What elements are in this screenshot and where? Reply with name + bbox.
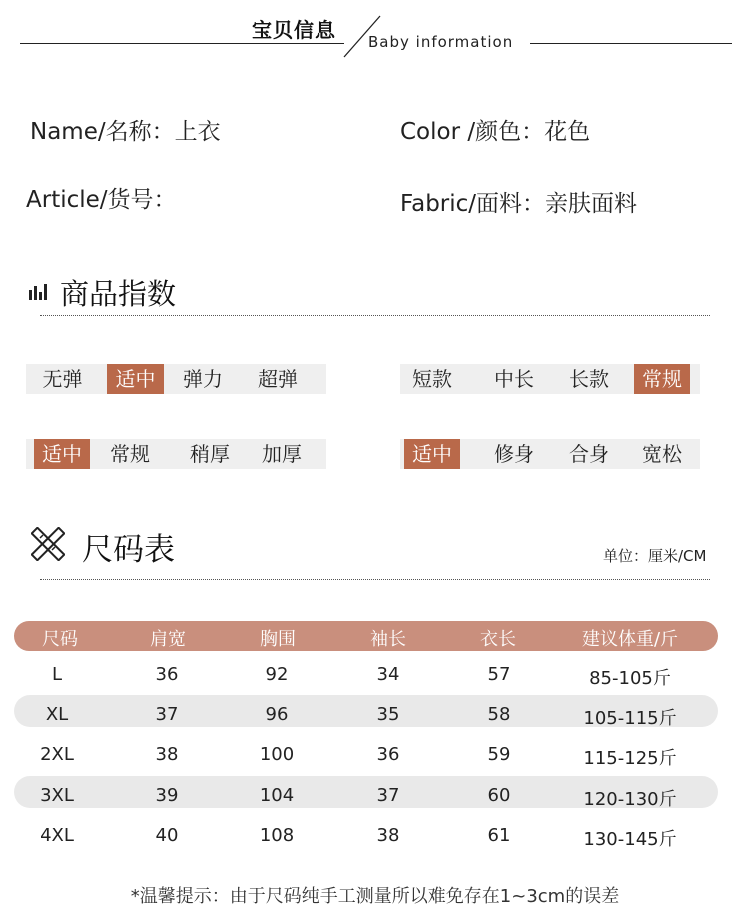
column-header-size: 尺码 bbox=[42, 629, 78, 650]
table-cell: 36 bbox=[376, 744, 400, 765]
index-row-fit bbox=[400, 439, 700, 469]
table-cell: 60 bbox=[487, 785, 511, 806]
index-option-selected: 常规 bbox=[634, 364, 690, 394]
index-row-length bbox=[400, 364, 700, 394]
index-option: 弹力 bbox=[183, 367, 223, 391]
pencil-ruler-icon bbox=[31, 527, 65, 561]
table-cell: 92 bbox=[265, 664, 289, 685]
info-fabric: Fabric/面料：亲肤面料 bbox=[400, 191, 638, 217]
table-cell: 40 bbox=[155, 825, 179, 846]
info-color: Color /颜色：花色 bbox=[400, 119, 591, 145]
table-cell: 38 bbox=[155, 744, 179, 765]
index-option: 加厚 bbox=[262, 442, 302, 466]
header-rule-right bbox=[530, 43, 732, 44]
measurement-note: *温馨提示：由于尺码纯手工测量所以难免存在1~3cm的误差 bbox=[130, 886, 620, 907]
table-cell: 35 bbox=[376, 704, 400, 725]
table-cell: 36 bbox=[155, 664, 179, 685]
column-header-shoulder: 肩宽 bbox=[150, 629, 186, 650]
header-rule-left bbox=[20, 43, 344, 44]
column-header-sleeve: 袖长 bbox=[370, 629, 406, 650]
size-section-title: 尺码表 bbox=[82, 532, 175, 568]
table-cell: 104 bbox=[259, 785, 295, 806]
section-title-en: Baby information bbox=[368, 33, 514, 51]
table-cell: 105-115斤 bbox=[583, 708, 677, 729]
info-name: Name/名称：上衣 bbox=[30, 119, 221, 145]
table-cell-size: 2XL bbox=[40, 744, 74, 765]
info-article: Article/货号： bbox=[26, 187, 177, 213]
table-cell: 130-145斤 bbox=[583, 829, 677, 850]
index-option: 合身 bbox=[569, 442, 609, 466]
index-option: 超弹 bbox=[258, 367, 298, 391]
index-row-elasticity bbox=[26, 364, 326, 394]
index-option: 稍厚 bbox=[190, 442, 230, 466]
table-cell: 120-130斤 bbox=[583, 789, 677, 810]
index-option: 宽松 bbox=[642, 442, 682, 466]
table-cell: 96 bbox=[265, 704, 289, 725]
table-cell: 57 bbox=[487, 664, 511, 685]
table-cell: 100 bbox=[259, 744, 295, 765]
table-cell: 39 bbox=[155, 785, 179, 806]
index-option-selected: 适中 bbox=[404, 439, 460, 469]
bar-chart-icon bbox=[29, 284, 47, 300]
index-option: 常规 bbox=[110, 442, 150, 466]
section-title-cn: 宝贝信息 bbox=[252, 18, 336, 42]
column-header-chest: 胸围 bbox=[260, 629, 296, 650]
index-option: 中长 bbox=[494, 367, 534, 391]
column-header-length: 衣长 bbox=[480, 629, 516, 650]
table-cell: 38 bbox=[376, 825, 400, 846]
table-cell-size: 3XL bbox=[40, 785, 74, 806]
table-cell: 34 bbox=[376, 664, 400, 685]
table-cell: 58 bbox=[487, 704, 511, 725]
index-option-selected: 适中 bbox=[107, 364, 164, 394]
index-section-title: 商品指数 bbox=[60, 277, 177, 311]
column-header-weight: 建议体重/斤 bbox=[581, 629, 679, 650]
index-option: 短款 bbox=[412, 367, 452, 391]
table-cell: 108 bbox=[259, 825, 295, 846]
unit-label: 单位：厘米/CM bbox=[603, 547, 707, 565]
table-cell-size: L bbox=[51, 664, 63, 685]
table-cell: 59 bbox=[487, 744, 511, 765]
table-cell: 115-125斤 bbox=[583, 748, 677, 769]
index-option: 长款 bbox=[569, 367, 609, 391]
index-dotted-divider bbox=[40, 315, 710, 316]
size-dotted-divider bbox=[40, 579, 710, 580]
index-option-selected: 适中 bbox=[34, 439, 90, 469]
table-cell: 37 bbox=[155, 704, 179, 725]
table-cell-size: 4XL bbox=[40, 825, 74, 846]
index-option: 修身 bbox=[494, 442, 534, 466]
index-row-thickness bbox=[26, 439, 326, 469]
table-cell: 61 bbox=[487, 825, 511, 846]
index-option: 无弹 bbox=[42, 367, 83, 391]
table-cell-size: XL bbox=[45, 704, 69, 725]
table-cell: 37 bbox=[376, 785, 400, 806]
table-cell: 85-105斤 bbox=[589, 668, 671, 689]
